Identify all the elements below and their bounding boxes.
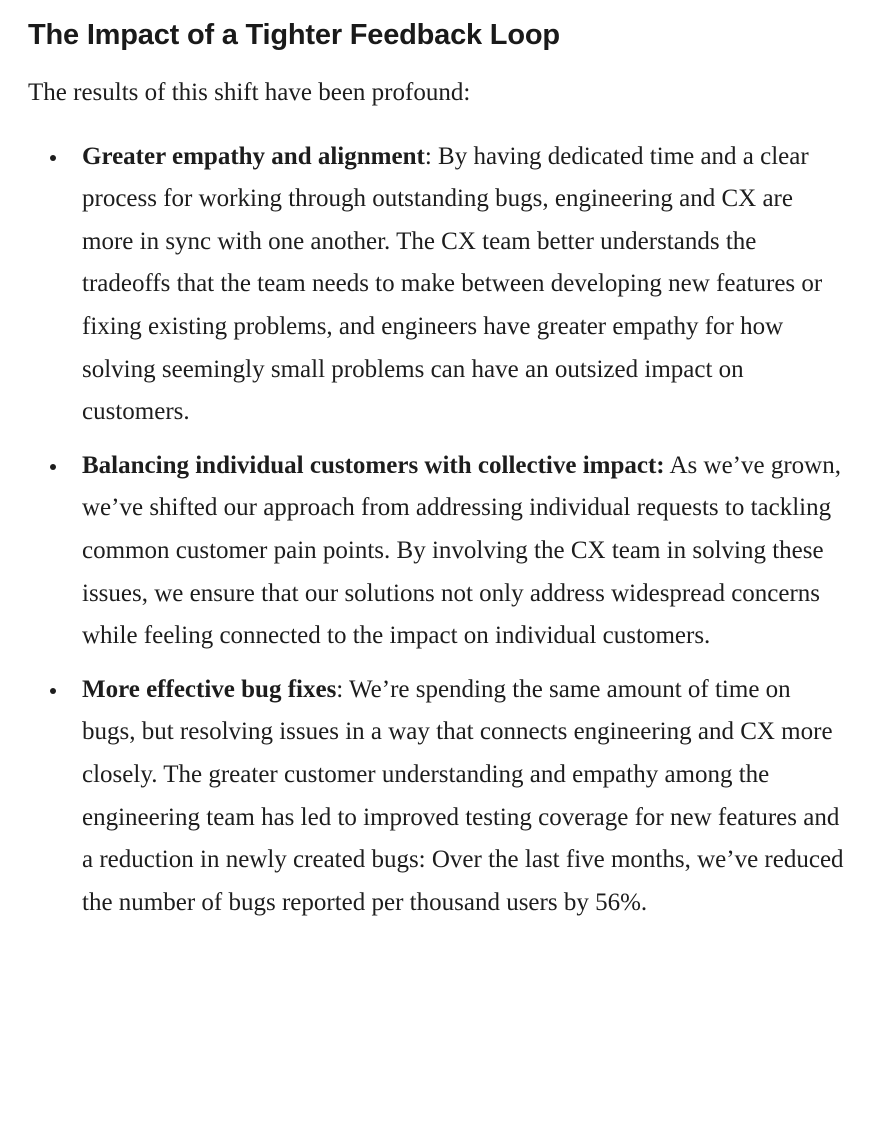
article: [28, 0, 848, 935]
bullet-separator: :: [336, 675, 344, 703]
list-item-effective-bug-fixes: [28, 669, 848, 925]
bullet-separator: :: [424, 142, 432, 170]
bullet-text: By having dedicated time and a clear process for working through outstanding bugs, engineering and CX are more in sync with one another. The CX team better understands the tradeoffs that the team needs to make between developing new features or fixing existing problems, and engineers have greater empathy for how solving seemingly small problems can have an outsized impact on customers.: [82, 142, 823, 426]
list-item-empathy-alignment: [28, 136, 848, 434]
bullet-text: As we’ve grown, we’ve shifted our approach from addressing individual requests to tackling common customer pain points. By involving the CX team in solving these issues, we ensure that our solutions not only address widespread concerns while feeling connected to the impact on individual customers.: [82, 451, 841, 650]
bullet-dot-icon: [50, 688, 56, 694]
bullet-text: We’re spending the same amount of time on bugs, but resolving issues in a way that connects engineering and CX more closely. The greater customer understanding and empathy among the engineering team has led to improved testing coverage for new features and a reduction in newly created bugs: Over the last five months, we’ve reduced the number of bugs reported per thousand users by 56%.: [82, 675, 844, 916]
intro-paragraph: The results of this shift have been profound:: [28, 79, 471, 106]
bullet-dot-icon: [50, 464, 56, 470]
bullet-title: More effective bug fixes: [82, 675, 337, 703]
list-item-balancing-customers: [28, 445, 848, 658]
section-heading: The Impact of a Tighter Feedback Loop: [28, 19, 560, 51]
bullet-title: Balancing individual customers with collective impact:: [82, 451, 665, 479]
bullet-title: Greater empathy and alignment: [82, 142, 425, 170]
results-list: [28, 136, 848, 925]
bullet-dot-icon: [50, 155, 56, 161]
